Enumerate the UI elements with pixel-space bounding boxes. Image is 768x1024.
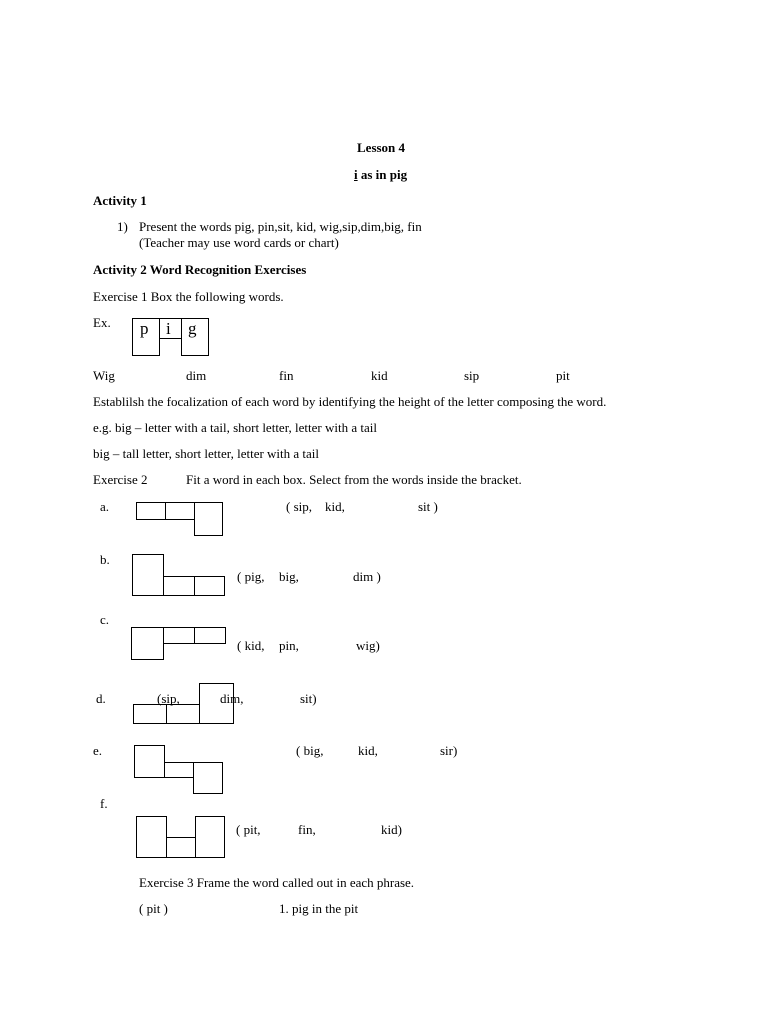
activity1-heading: Activity 1 — [93, 193, 147, 208]
choice-word: wig) — [356, 638, 380, 653]
choice-word: ( kid, — [237, 638, 265, 653]
item-letter: f. — [100, 796, 108, 811]
word-item: kid — [371, 368, 388, 383]
activity1-item-note: (Teacher may use word cards or chart) — [139, 235, 339, 250]
choice-word: sit ) — [418, 499, 438, 514]
choice-word: sir) — [440, 743, 458, 758]
word-item: pit — [556, 368, 570, 383]
choice-word: kid, — [358, 743, 378, 758]
example-letter: i — [166, 319, 171, 338]
letter-box-tall — [195, 816, 225, 858]
choice-word: (sip, — [157, 691, 180, 706]
choice-word: ( sip, — [286, 499, 312, 514]
sound-letter: i — [354, 167, 358, 182]
letter-box-short — [194, 627, 226, 644]
item-letter: b. — [100, 552, 110, 567]
letter-box-tall — [131, 627, 164, 660]
letter-box-tall — [136, 816, 167, 858]
lesson-title: Lesson 4 — [357, 140, 406, 155]
exercise3-word: ( pit ) — [139, 901, 168, 916]
choice-word: fin, — [298, 822, 316, 837]
choice-word: dim ) — [353, 569, 381, 584]
letter-box-tall — [134, 745, 165, 778]
letter-box-tail — [193, 762, 223, 794]
word-item: Wig — [93, 368, 115, 383]
exercise3-phrase: 1. pig in the pit — [279, 901, 359, 916]
exercise1-example-line-2: big – tall letter, short letter, letter with a tail — [93, 446, 320, 461]
choice-word: ( big, — [296, 743, 324, 758]
word-item: fin — [279, 368, 294, 383]
choice-word: ( pig, — [237, 569, 265, 584]
activity2-heading: Activity 2 Word Recognition Exercises — [93, 262, 307, 277]
item-letter: d. — [96, 691, 106, 706]
exercise2-label: Exercise 2 — [93, 472, 148, 487]
letter-box-tail — [194, 502, 223, 536]
exercise1-label: Exercise 1 Box the following words. — [93, 289, 284, 304]
choice-word: dim, — [220, 691, 244, 706]
letter-box-tall — [132, 554, 164, 596]
example-label: Ex. — [93, 315, 111, 330]
choice-word: sit) — [300, 691, 317, 706]
word-item: dim — [186, 368, 207, 383]
exercise3-label: Exercise 3 Frame the word called out in each phrase. — [139, 875, 415, 890]
letter-box-short — [164, 762, 194, 778]
letter-box-short — [166, 837, 196, 858]
choice-word: ( pit, — [236, 822, 261, 837]
letter-box-short — [136, 502, 166, 520]
activity1-item-text: Present the words pig, pin,sit, kid, wig,sip,dim,big, fin — [139, 219, 422, 234]
activity1-item-number: 1) — [117, 219, 128, 234]
letter-box-short — [166, 704, 200, 724]
example-letter: g — [188, 319, 197, 338]
choice-word: pin, — [279, 638, 299, 653]
item-letter: a. — [100, 499, 110, 514]
choice-word: kid) — [381, 822, 402, 837]
letter-box-short — [163, 627, 195, 644]
exercise1-instruction: Establilsh the focalization of each word by identifying the height of the letter composing the word. — [93, 394, 607, 409]
exercise2-instruction: Fit a word in each box. Select from the words inside the bracket. — [186, 472, 522, 487]
word-item: sip — [464, 368, 480, 383]
exercise1-example-line-1: e.g. big – letter with a tail, short letter, letter with a tail — [93, 420, 377, 435]
lesson-subtitle — [354, 167, 407, 182]
example-letter: p — [140, 319, 149, 338]
item-letter: c. — [100, 612, 110, 627]
letter-box-short — [163, 576, 195, 596]
choice-word: kid, — [325, 499, 345, 514]
letter-box-short — [133, 704, 167, 724]
item-letter: e. — [93, 743, 103, 758]
sound-description: as in pig — [357, 167, 408, 182]
letter-box-short — [194, 576, 225, 596]
choice-word: big, — [279, 569, 299, 584]
letter-box-short — [165, 502, 195, 520]
